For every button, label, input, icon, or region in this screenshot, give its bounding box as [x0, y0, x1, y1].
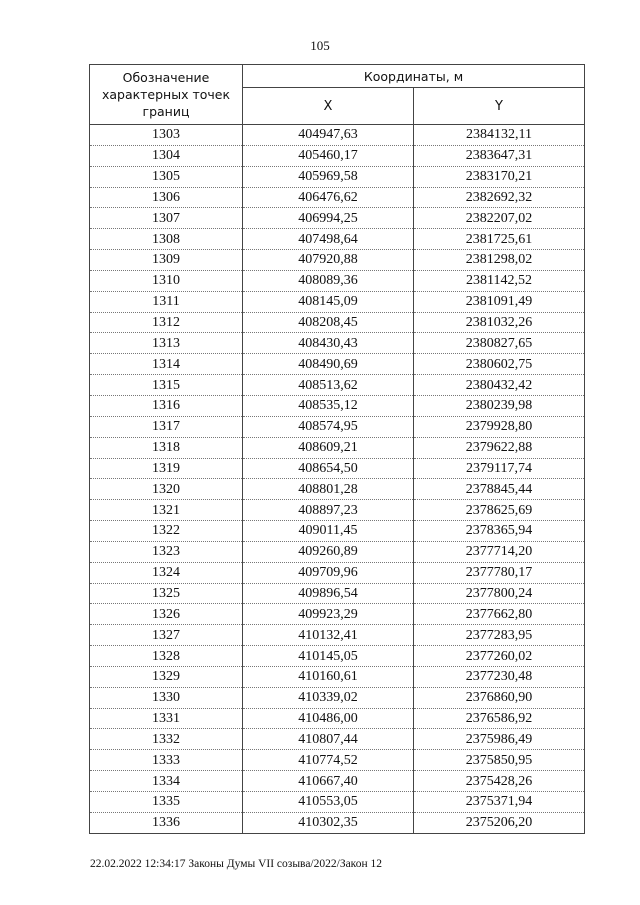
x-coordinate-cell: 410774,52 [243, 750, 414, 771]
y-coordinate-cell: 2376586,92 [414, 708, 585, 729]
y-coordinate-cell: 2379117,74 [414, 458, 585, 479]
y-coordinate-cell: 2381725,61 [414, 229, 585, 250]
table-row [90, 792, 585, 813]
table-row [90, 458, 585, 479]
header-y: Y [414, 88, 585, 125]
table-row [90, 354, 585, 375]
table-row [90, 145, 585, 166]
x-coordinate-cell: 408574,95 [243, 416, 414, 437]
y-coordinate-cell: 2377230,48 [414, 666, 585, 687]
x-coordinate-cell: 405460,17 [243, 145, 414, 166]
point-id-cell: 1311 [90, 291, 243, 312]
y-coordinate-cell: 2379622,88 [414, 437, 585, 458]
x-coordinate-cell: 409709,96 [243, 562, 414, 583]
table-row [90, 687, 585, 708]
x-coordinate-cell: 410667,40 [243, 771, 414, 792]
x-coordinate-cell: 408208,45 [243, 312, 414, 333]
x-coordinate-cell: 406476,62 [243, 187, 414, 208]
point-id-cell: 1307 [90, 208, 243, 229]
x-coordinate-cell: 408430,43 [243, 333, 414, 354]
table-row [90, 125, 585, 146]
header-point-designation: Обозначение характерных точек границ [90, 65, 243, 125]
point-id-cell: 1336 [90, 812, 243, 833]
point-id-cell: 1312 [90, 312, 243, 333]
table-row [90, 312, 585, 333]
y-coordinate-cell: 2378365,94 [414, 521, 585, 542]
point-id-cell: 1327 [90, 625, 243, 646]
point-id-cell: 1303 [90, 125, 243, 146]
table-row [90, 750, 585, 771]
table-row [90, 437, 585, 458]
table-row [90, 812, 585, 833]
point-id-cell: 1329 [90, 666, 243, 687]
header-coordinates: Координаты, м [243, 65, 585, 88]
page-number: 105 [310, 38, 330, 53]
x-coordinate-cell: 410807,44 [243, 729, 414, 750]
y-coordinate-cell: 2378845,44 [414, 479, 585, 500]
x-coordinate-cell: 408897,23 [243, 500, 414, 521]
point-id-cell: 1321 [90, 500, 243, 521]
point-id-cell: 1309 [90, 250, 243, 271]
point-id-cell: 1315 [90, 375, 243, 396]
x-coordinate-cell: 408089,36 [243, 270, 414, 291]
y-coordinate-cell: 2377260,02 [414, 646, 585, 667]
point-id-cell: 1308 [90, 229, 243, 250]
x-coordinate-cell: 410339,02 [243, 687, 414, 708]
y-coordinate-cell: 2380827,65 [414, 333, 585, 354]
y-coordinate-cell: 2377662,80 [414, 604, 585, 625]
x-coordinate-cell: 405969,58 [243, 166, 414, 187]
y-coordinate-cell: 2383170,21 [414, 166, 585, 187]
table-row [90, 291, 585, 312]
x-coordinate-cell: 410145,05 [243, 646, 414, 667]
coordinates-table [89, 64, 585, 834]
point-id-cell: 1304 [90, 145, 243, 166]
x-coordinate-cell: 410486,00 [243, 708, 414, 729]
table-row [90, 583, 585, 604]
point-id-cell: 1324 [90, 562, 243, 583]
x-coordinate-cell: 410132,41 [243, 625, 414, 646]
x-coordinate-cell: 409896,54 [243, 583, 414, 604]
y-coordinate-cell: 2381091,49 [414, 291, 585, 312]
y-coordinate-cell: 2375371,94 [414, 792, 585, 813]
point-id-cell: 1332 [90, 729, 243, 750]
table-header [90, 65, 585, 125]
table-row [90, 625, 585, 646]
point-id-cell: 1317 [90, 416, 243, 437]
point-id-cell: 1331 [90, 708, 243, 729]
footer-stamp: 22.02.2022 12:34:17 Законы Думы VII созыва/2022/Закон 12 [90, 858, 382, 870]
table-row [90, 229, 585, 250]
x-coordinate-cell: 408145,09 [243, 291, 414, 312]
y-coordinate-cell: 2381298,02 [414, 250, 585, 271]
point-id-cell: 1325 [90, 583, 243, 604]
y-coordinate-cell: 2375428,26 [414, 771, 585, 792]
table-row [90, 270, 585, 291]
y-coordinate-cell: 2377780,17 [414, 562, 585, 583]
point-id-cell: 1310 [90, 270, 243, 291]
header-x: X [243, 88, 414, 125]
table-row [90, 666, 585, 687]
x-coordinate-cell: 409923,29 [243, 604, 414, 625]
table-row [90, 500, 585, 521]
y-coordinate-cell: 2375986,49 [414, 729, 585, 750]
table-row [90, 771, 585, 792]
table-row [90, 521, 585, 542]
x-coordinate-cell: 408535,12 [243, 395, 414, 416]
x-coordinate-cell: 407498,64 [243, 229, 414, 250]
table-row [90, 708, 585, 729]
y-coordinate-cell: 2378625,69 [414, 500, 585, 521]
table-body [90, 125, 585, 834]
x-coordinate-cell: 408801,28 [243, 479, 414, 500]
point-id-cell: 1333 [90, 750, 243, 771]
y-coordinate-cell: 2377800,24 [414, 583, 585, 604]
y-coordinate-cell: 2380432,42 [414, 375, 585, 396]
x-coordinate-cell: 406994,25 [243, 208, 414, 229]
y-coordinate-cell: 2375850,95 [414, 750, 585, 771]
y-coordinate-cell: 2382207,02 [414, 208, 585, 229]
table-row [90, 250, 585, 271]
table-row [90, 562, 585, 583]
point-id-cell: 1334 [90, 771, 243, 792]
table-row [90, 187, 585, 208]
x-coordinate-cell: 410553,05 [243, 792, 414, 813]
x-coordinate-cell: 407920,88 [243, 250, 414, 271]
point-id-cell: 1326 [90, 604, 243, 625]
table-row [90, 166, 585, 187]
table-row [90, 395, 585, 416]
point-id-cell: 1313 [90, 333, 243, 354]
point-id-cell: 1330 [90, 687, 243, 708]
y-coordinate-cell: 2383647,31 [414, 145, 585, 166]
point-id-cell: 1323 [90, 541, 243, 562]
x-coordinate-cell: 408654,50 [243, 458, 414, 479]
y-coordinate-cell: 2382692,32 [414, 187, 585, 208]
point-id-cell: 1314 [90, 354, 243, 375]
table-row [90, 208, 585, 229]
x-coordinate-cell: 410302,35 [243, 812, 414, 833]
point-id-cell: 1319 [90, 458, 243, 479]
y-coordinate-cell: 2381032,26 [414, 312, 585, 333]
table-row [90, 375, 585, 396]
x-coordinate-cell: 404947,63 [243, 125, 414, 146]
x-coordinate-cell: 409260,89 [243, 541, 414, 562]
y-coordinate-cell: 2375206,20 [414, 812, 585, 833]
table-row [90, 541, 585, 562]
table-row [90, 333, 585, 354]
x-coordinate-cell: 409011,45 [243, 521, 414, 542]
x-coordinate-cell: 408609,21 [243, 437, 414, 458]
table-row [90, 416, 585, 437]
y-coordinate-cell: 2380602,75 [414, 354, 585, 375]
table-row [90, 604, 585, 625]
point-id-cell: 1318 [90, 437, 243, 458]
y-coordinate-cell: 2379928,80 [414, 416, 585, 437]
table-row [90, 646, 585, 667]
table-row [90, 729, 585, 750]
point-id-cell: 1335 [90, 792, 243, 813]
y-coordinate-cell: 2384132,11 [414, 125, 585, 146]
x-coordinate-cell: 408513,62 [243, 375, 414, 396]
point-id-cell: 1322 [90, 521, 243, 542]
table-row [90, 479, 585, 500]
point-id-cell: 1320 [90, 479, 243, 500]
x-coordinate-cell: 410160,61 [243, 666, 414, 687]
point-id-cell: 1316 [90, 395, 243, 416]
y-coordinate-cell: 2377283,95 [414, 625, 585, 646]
y-coordinate-cell: 2376860,90 [414, 687, 585, 708]
y-coordinate-cell: 2381142,52 [414, 270, 585, 291]
point-id-cell: 1305 [90, 166, 243, 187]
point-id-cell: 1328 [90, 646, 243, 667]
x-coordinate-cell: 408490,69 [243, 354, 414, 375]
y-coordinate-cell: 2377714,20 [414, 541, 585, 562]
point-id-cell: 1306 [90, 187, 243, 208]
y-coordinate-cell: 2380239,98 [414, 395, 585, 416]
